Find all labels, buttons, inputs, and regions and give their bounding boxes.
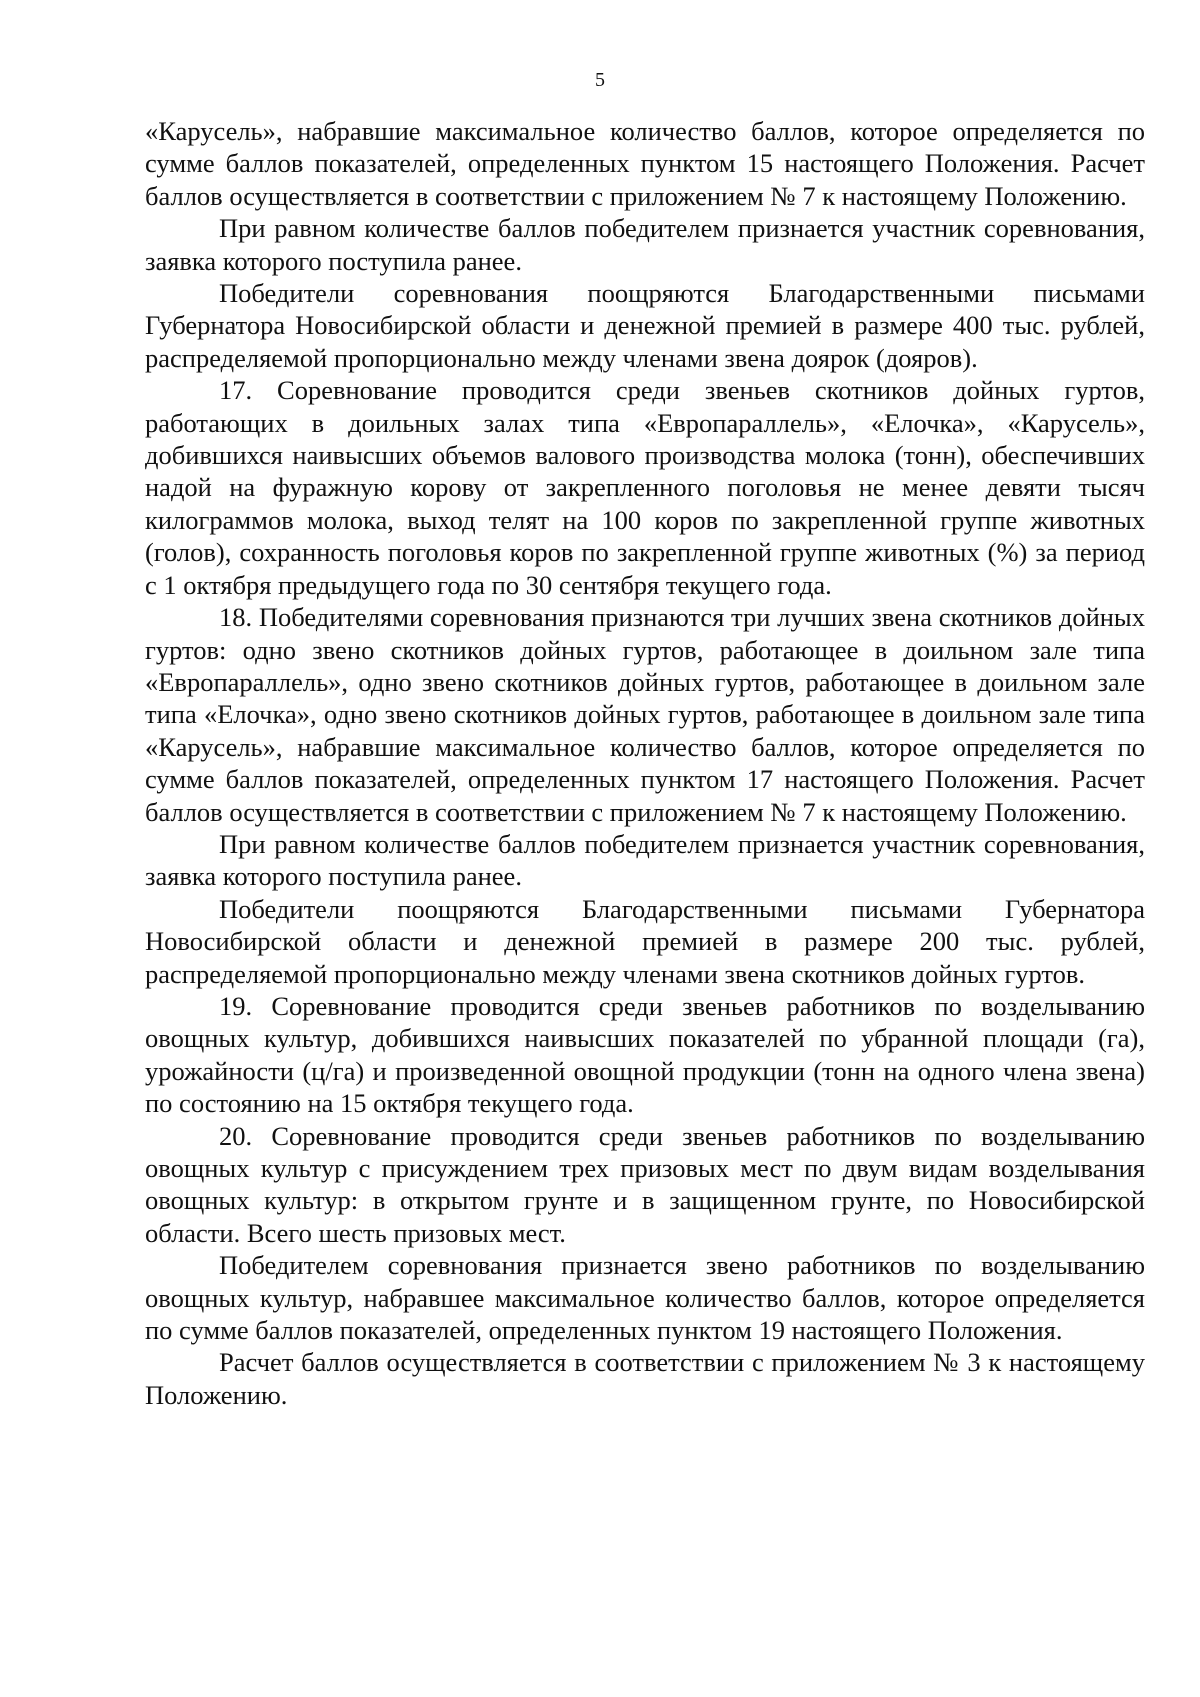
paragraph: Победители соревнования поощряются Благодарственными письмами Губернатора Новосибирской области и денежной премией в размере 400 тыс. рублей, распределяемой пропорционально между членами звена доярок (дояров). — [145, 278, 1145, 373]
paragraph: Расчет баллов осуществляется в соответствии с приложением № 3 к настоящему Положению. — [145, 1347, 1145, 1410]
paragraph-item-18: 18. Победителями соревнования признаются три лучших звена скотников дойных гуртов: одно звено скотников дойных гуртов, работающее в доильном зале типа «Европараллель», одно звено скотников дойных гуртов, работающее в доильном зале типа «Елочка», одно звено скотников дойных гуртов, работающее в доильном зале типа «Карусель», набравшие максимальное количество баллов, которое определяется по сумме баллов показателей, определенных пунктом 17 настоящего Положения. Расчет баллов осуществляется в соответствии с приложением № 7 к настоящему Положению. — [145, 602, 1145, 827]
paragraph: «Карусель», набравшие максимальное количество баллов, которое определяется по сумме баллов показателей, определенных пунктом 15 настоящего Положения. Расчет баллов осуществляется в соответствии с приложением № 7 к настоящему Положению. — [145, 116, 1145, 211]
paragraph: Победители поощряются Благодарственными письмами Губернатора Новосибирской области и денежной премией в размере 200 тыс. рублей, распределяемой пропорционально между членами звена скотников дойных гуртов. — [145, 893, 1145, 989]
paragraph: При равном количестве баллов победителем признается участник соревнования, заявка которого поступила ранее. — [145, 828, 1145, 892]
paragraph: При равном количестве баллов победителем признается участник соревнования, заявка которого поступила ранее. — [145, 213, 1145, 276]
page-number: 5 — [595, 69, 605, 91]
paragraph: Победителем соревнования признается звено работников по возделыванию овощных культур, набравшее максимальное количество баллов, которое определяется по сумме баллов показателей, определенных пунктом 19 настоящего Положения. — [145, 1250, 1145, 1346]
paragraph-item-19: 19. Соревнование проводится среди звеньев работников по возделыванию овощных культур, добившихся наивысших показателей по убранной площади (га), урожайности (ц/га) и произведенной овощной продукции (тонн на одного члена звена) по состоянию на 15 октября текущего года. — [145, 990, 1145, 1119]
document-body — [145, 115, 1145, 1411]
paragraph-item-17: 17. Соревнование проводится среди звеньев скотников дойных гуртов, работающих в доильных залах типа «Европараллель», «Елочка», «Карусель», добившихся наивысших объемов валового производства молока (тонн), обеспечивших надой на фуражную корову от закрепленного поголовья не менее девяти тысяч килограммов молока, выход телят на 100 коров по закрепленной группе животных (голов), сохранность поголовья коров по закрепленной группе животных (%) за период с 1 октября предыдущего года по 30 сентября текущего года. — [145, 375, 1145, 600]
paragraph-item-20: 20. Соревнование проводится среди звеньев работников по возделыванию овощных культур с присуждением трех призовых мест по двум видам возделывания овощных культур: в открытом грунте и в защищенном грунте, по Новосибирской области. Всего шесть призовых мест. — [145, 1120, 1145, 1248]
